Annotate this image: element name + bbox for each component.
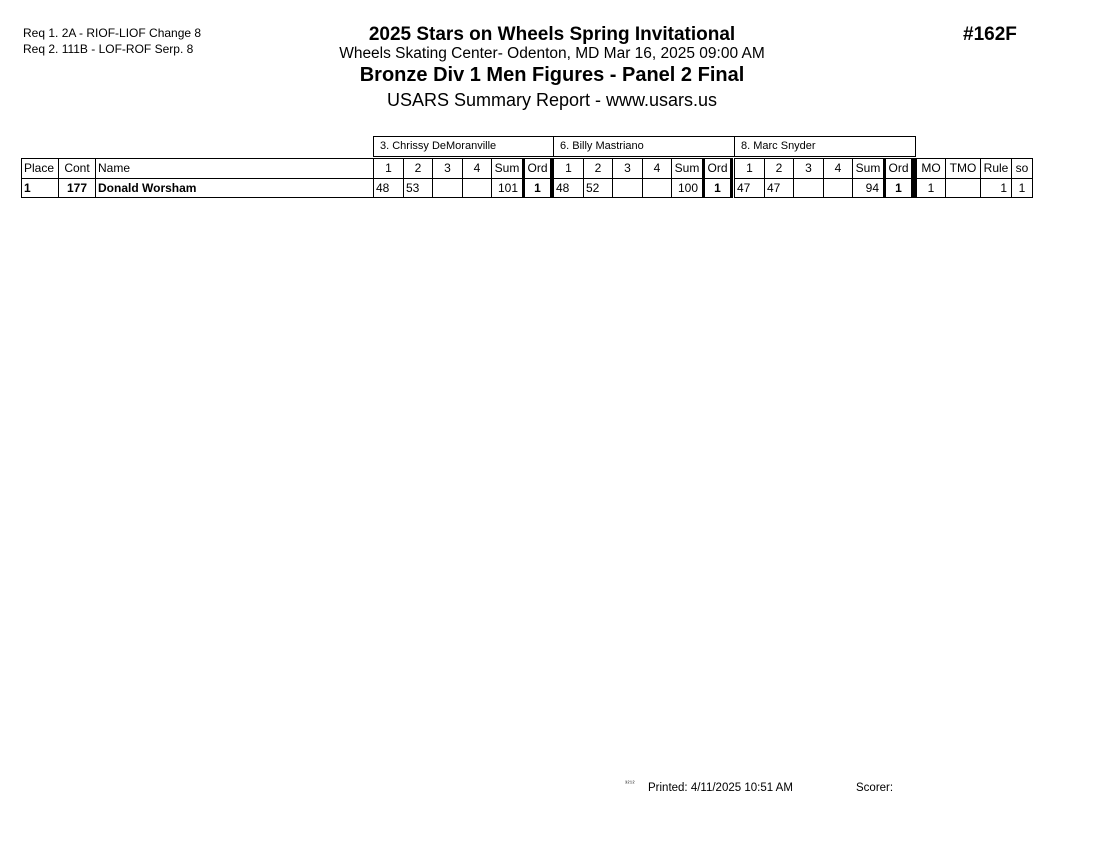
row-judge-2-sum: 100 — [671, 178, 703, 198]
col-header-judge-3-score-4: 4 — [823, 158, 853, 179]
requirement-2: Req 2. 111B - LOF-ROF Serp. 8 — [23, 42, 194, 56]
col-header-judge-3-sum: Sum — [852, 158, 884, 179]
row-judge-1-score-4 — [462, 178, 492, 198]
col-header-judge-2-score-4: 4 — [642, 158, 672, 179]
col-header-tmo: TMO — [945, 158, 981, 179]
judge-2-name: 6. Billy Mastriano — [553, 136, 735, 157]
row-so: 1 — [1011, 178, 1033, 198]
row-tmo — [945, 178, 981, 198]
row-judge-1-score-3 — [432, 178, 463, 198]
col-header-judge-3-score-2: 2 — [764, 158, 794, 179]
row-judge-3-ord: 1 — [883, 178, 914, 198]
col-header-rule: Rule — [980, 158, 1012, 179]
col-header-judge-2-score-1: 1 — [553, 158, 584, 179]
col-header-cont: Cont — [58, 158, 96, 179]
row-judge-3-sum: 94 — [852, 178, 884, 198]
col-header-judge-1-sum: Sum — [491, 158, 523, 179]
judge-1-name: 3. Chrissy DeMoranville — [373, 136, 554, 157]
col-header-judge-1-score-4: 4 — [462, 158, 492, 179]
col-header-judge-2-ord: Ord — [702, 158, 733, 179]
event-number: #162F — [963, 24, 1017, 45]
col-header-so: so — [1011, 158, 1033, 179]
col-header-judge-3-score-1: 1 — [734, 158, 765, 179]
col-header-mo: MO — [914, 158, 946, 179]
row-judge-2-score-3 — [612, 178, 643, 198]
row-skater-name: Donald Worsham — [95, 178, 374, 198]
row-rule: 1 — [980, 178, 1012, 198]
col-header-name: Name — [95, 158, 374, 179]
row-place: 1 — [21, 178, 59, 198]
row-judge-2-score-4 — [642, 178, 672, 198]
row-judge-3-score-4 — [823, 178, 853, 198]
row-judge-1-ord: 1 — [522, 178, 553, 198]
col-header-judge-2-sum: Sum — [671, 158, 703, 179]
row-judge-2-score-1: 48 — [553, 178, 584, 198]
competition-title: 2025 Stars on Wheels Spring Invitational — [368, 24, 736, 45]
col-header-judge-3-score-3: 3 — [793, 158, 824, 179]
row-judge-2-score-2: 52 — [583, 178, 613, 198]
report-title: USARS Summary Report - www.usars.us — [386, 90, 718, 110]
col-header-judge-1-ord: Ord — [522, 158, 553, 179]
scorer-label: Scorer: — [856, 782, 894, 794]
row-judge-3-score-3 — [793, 178, 824, 198]
row-judge-1-score-2: 53 — [403, 178, 433, 198]
col-header-judge-1-score-2: 2 — [403, 158, 433, 179]
row-judge-3-score-1: 47 — [734, 178, 765, 198]
col-header-judge-2-score-3: 3 — [612, 158, 643, 179]
event-title: Bronze Div 1 Men Figures - Panel 2 Final — [359, 64, 745, 86]
row-judge-3-score-2: 47 — [764, 178, 794, 198]
col-header-judge-2-score-2: 2 — [583, 158, 613, 179]
col-header-judge-3-ord: Ord — [883, 158, 914, 179]
row-judge-2-ord: 1 — [702, 178, 733, 198]
col-header-place: Place — [21, 158, 59, 179]
row-mo: 1 — [914, 178, 946, 198]
judge-3-name: 8. Marc Snyder — [734, 136, 916, 157]
col-header-judge-1-score-1: 1 — [373, 158, 404, 179]
venue-date: Wheels Skating Center- Odenton, MD Mar 16, 2025 09:00 AM — [339, 45, 765, 62]
col-header-judge-1-score-3: 3 — [432, 158, 463, 179]
printed-timestamp: Printed: 4/11/2025 10:51 AM — [648, 782, 793, 794]
row-judge-1-sum: 101 — [491, 178, 523, 198]
row-judge-1-score-1: 48 — [373, 178, 404, 198]
print-code: ³²¹² — [625, 781, 635, 787]
row-cont: 177 — [58, 178, 96, 198]
requirement-1: Req 1. 2A - RIOF-LIOF Change 8 — [23, 26, 202, 40]
